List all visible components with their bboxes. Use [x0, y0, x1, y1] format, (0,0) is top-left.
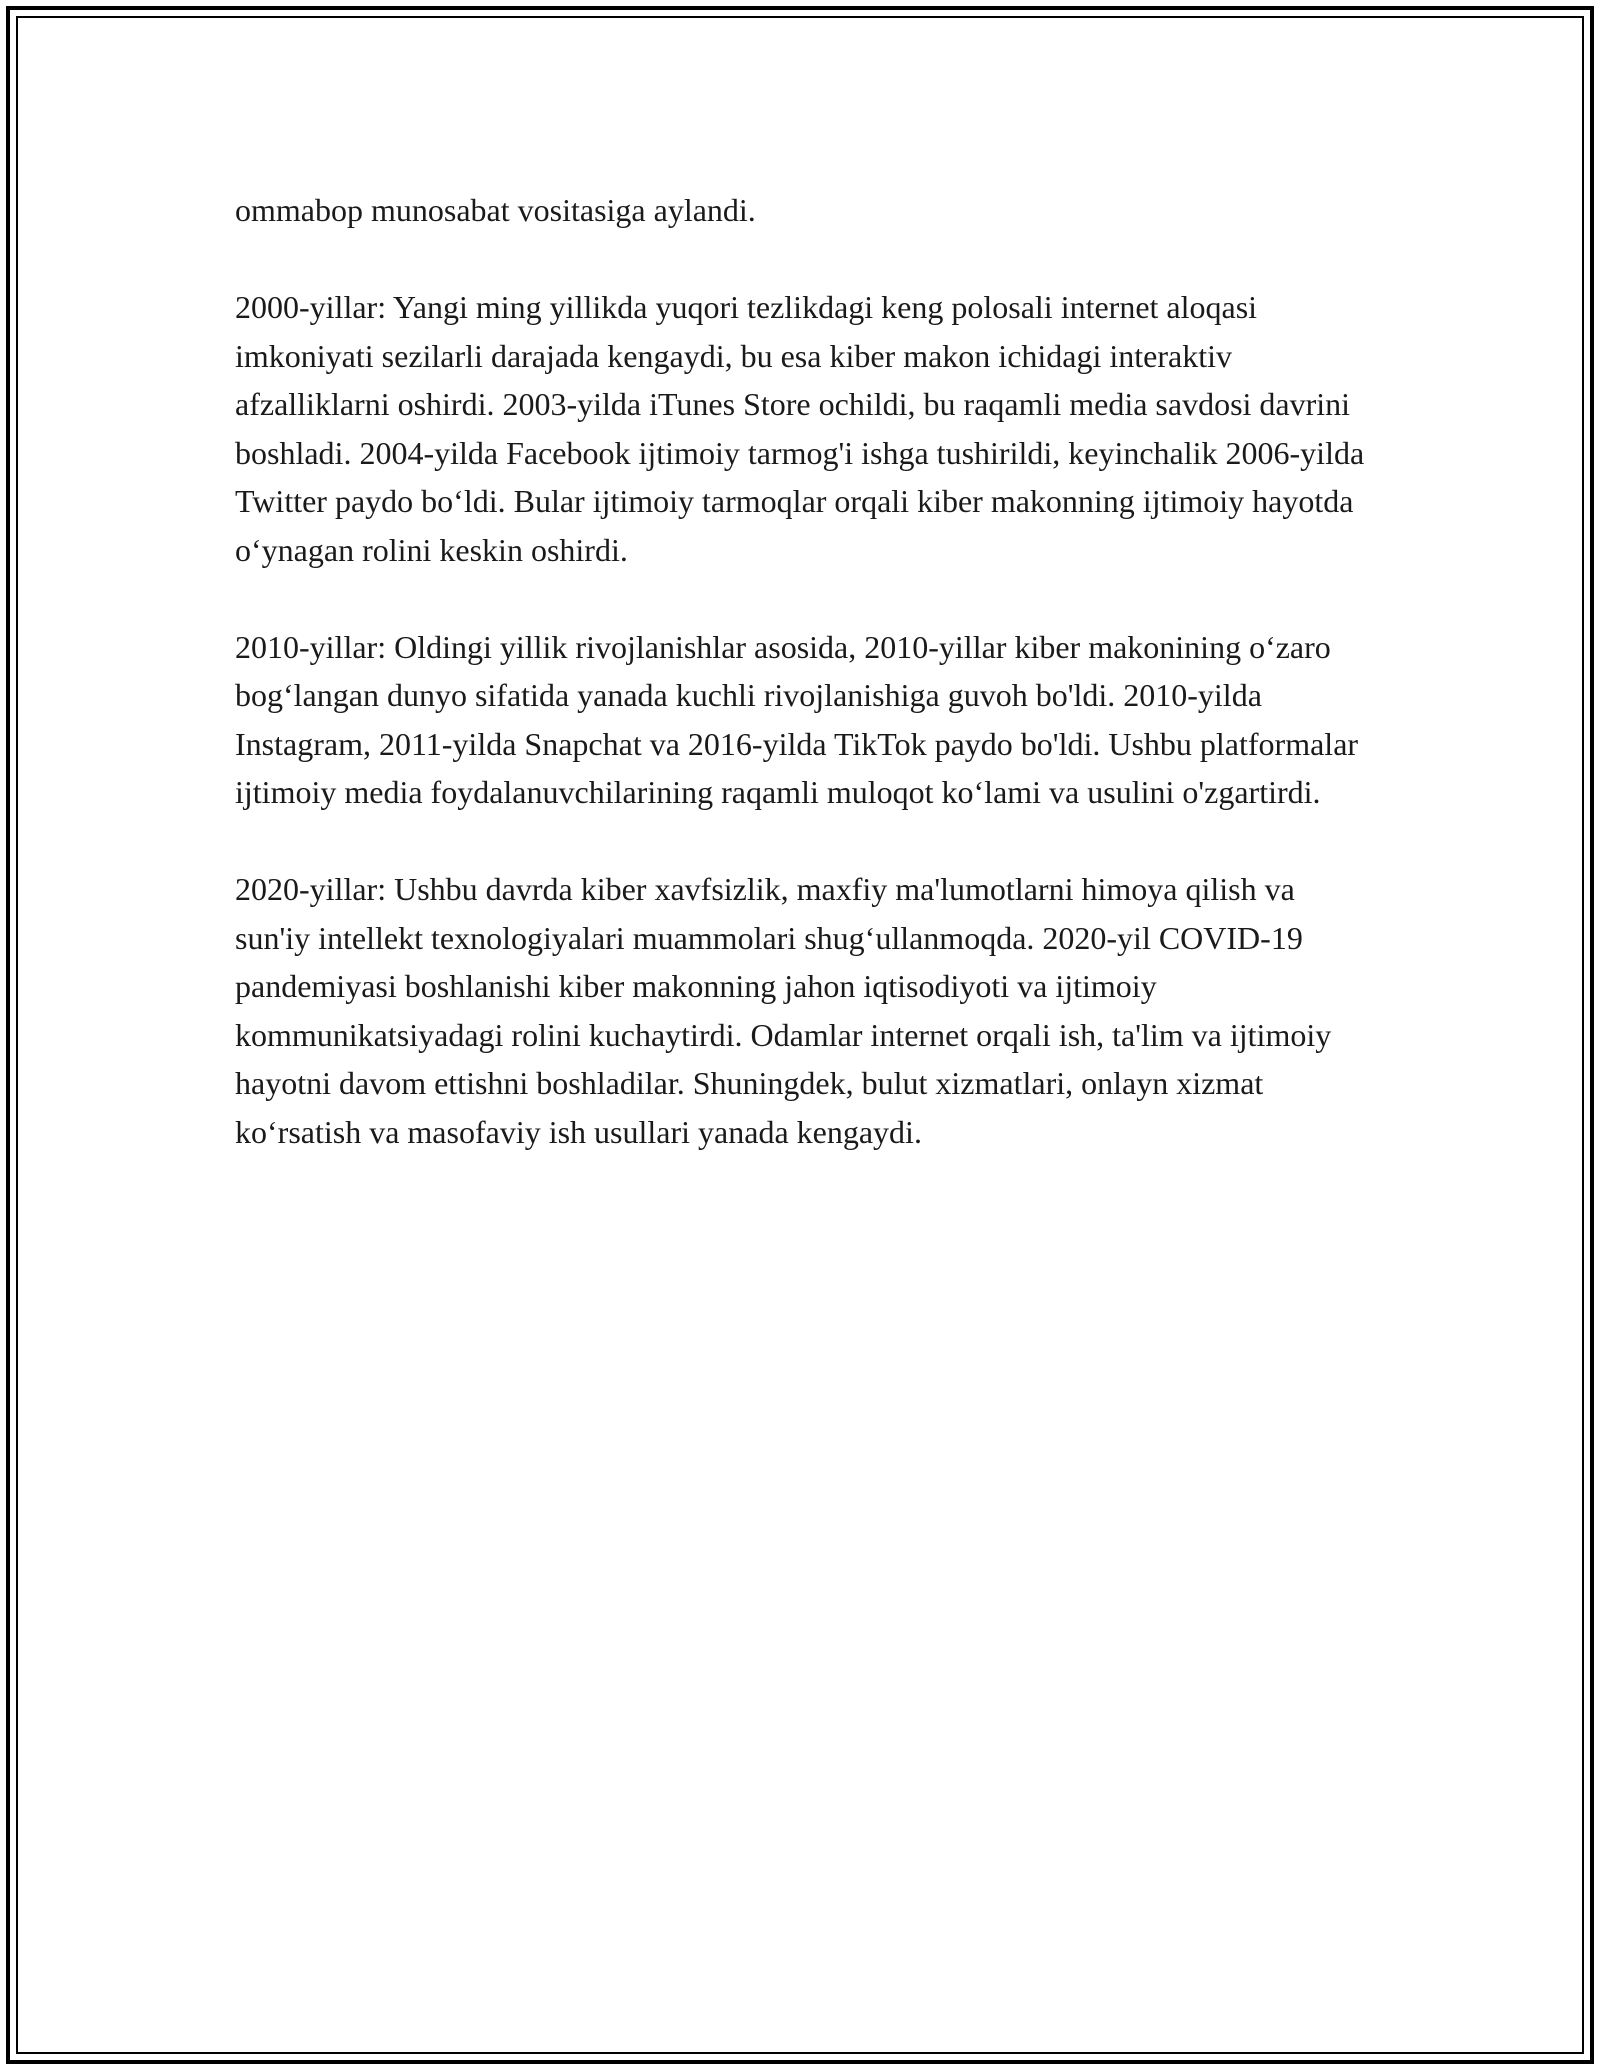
paragraph-2020s: 2020-yillar: Ushbu davrda kiber xavfsizlik, maxfiy ma'lumotlarni himoya qilish va sun'iy intellekt texnologiyalari muammolari shug‘ullanmoqda. 2020-yil COVID-19 pandemiyasi boshlanishi kiber makonning jahon iqtisodiyoti va ijtimoiy kommunikatsiyadagi rolini kuchaytirdi. Odamlar internet orqali ish, ta'lim va ijtimoiy hayotni davom ettishni boshladilar. Shuningdek, bulut xizmatlari, onlayn xizmat ko‘rsatish va masofaviy ish usullari yanada kengaydi.	[235, 871, 1332, 1150]
paragraph-2000s: 2000-yillar: Yangi ming yillikda yuqori tezlikdagi keng polosali internet aloqasi imkoniyati sezilarli darajada kengaydi, bu esa kiber makon ichidagi interaktiv afzalliklarni oshirdi. 2003-yilda iTunes Store ochildi, bu raqamli media savdosi davrini boshladi. 2004-yilda Facebook ijtimoiy tarmog'i ishga tushirildi, keyinchalik 2006-yilda Twitter paydo bo‘ldi. Bular ijtimoiy tarmoqlar orqali kiber makonning ijtimoiy hayotda o‘ynagan rolini keskin oshirdi.	[235, 289, 1365, 568]
document-body	[235, 186, 1375, 1205]
paragraph-2010s: 2010-yillar: Oldingi yillik rivojlanishlar asosida, 2010-yillar kiber makonining o‘zaro bog‘langan dunyo sifatida yanada kuchli rivojlanishiga guvoh bo'ldi. 2010-yilda Instagram, 2011-yilda Snapchat va 2016-yilda TikTok paydo bo'ldi. Ushbu platformalar ijtimoiy media foydalanuvchilarining raqamli muloqot ko‘lami va usulini o'zgartirdi.	[235, 628, 1359, 810]
paragraph-continuation: ommabop munosabat vositasiga aylandi.	[235, 192, 756, 228]
